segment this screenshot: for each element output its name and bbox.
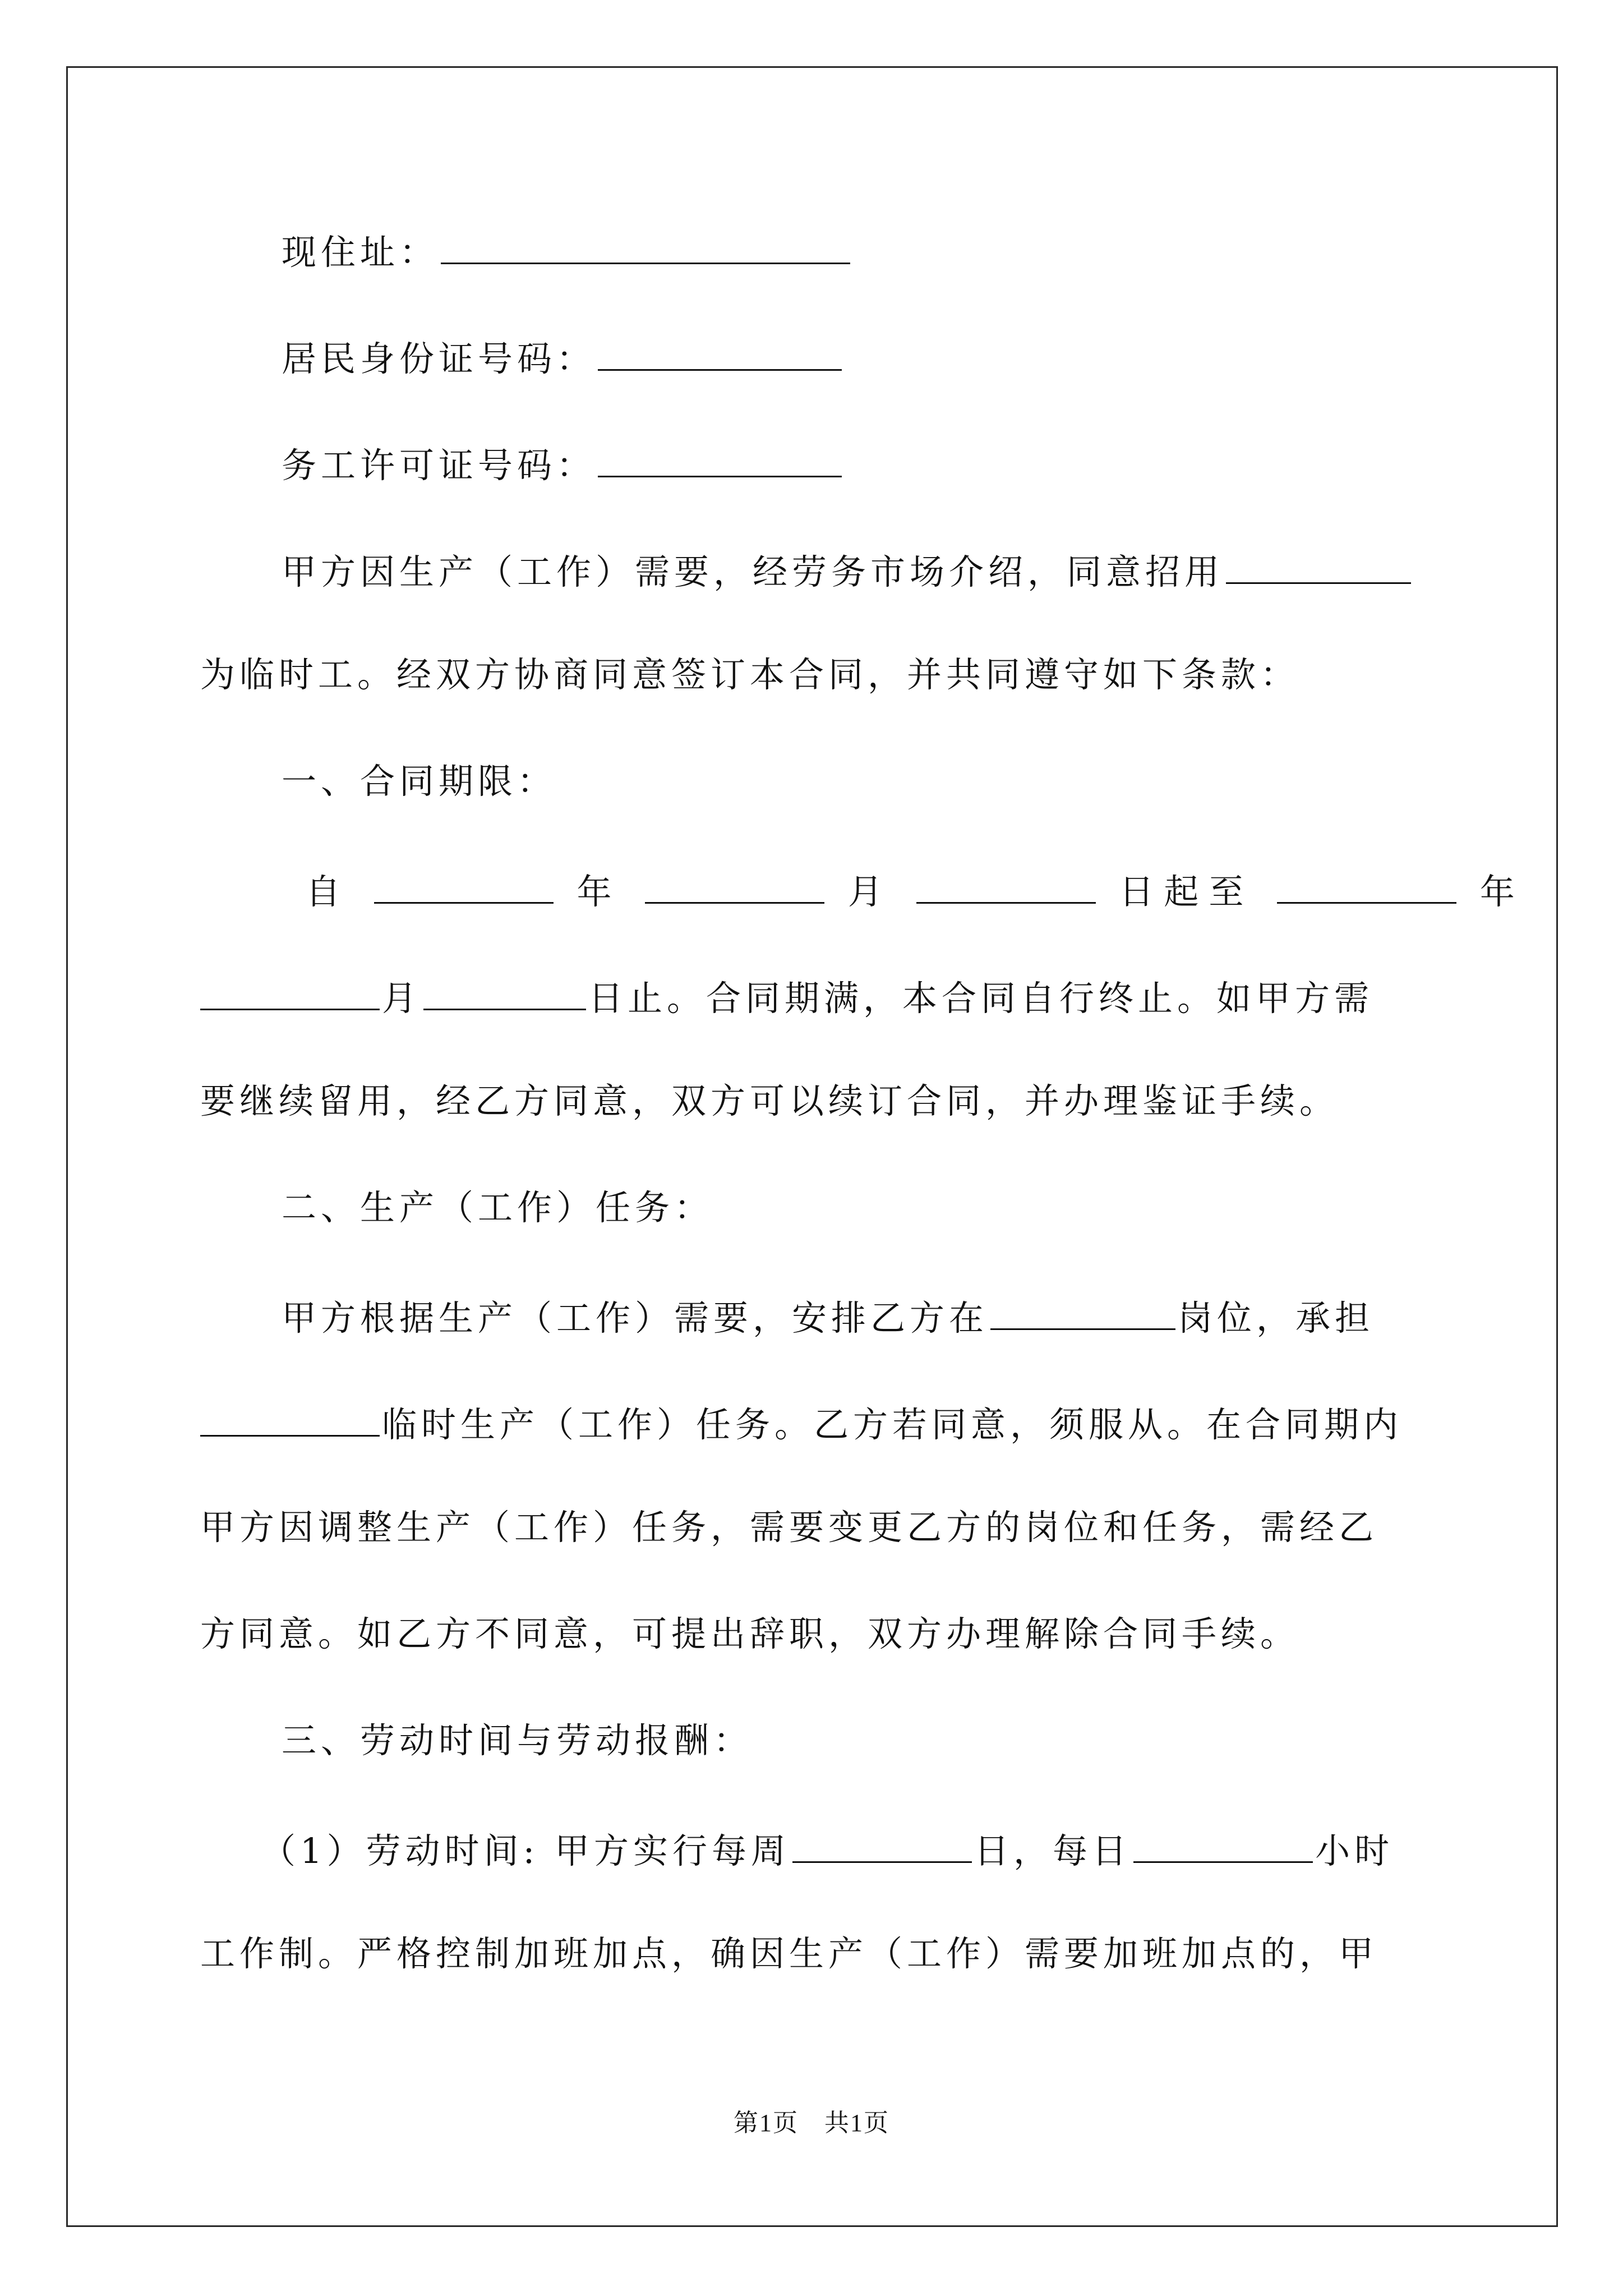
intro-line-2 <box>200 654 1300 695</box>
task-type-blank <box>200 1404 380 1437</box>
work-hours-line-1 <box>261 1830 1394 1869</box>
task-line-4 <box>200 1613 1300 1654</box>
address-label: 现住址： <box>282 232 439 273</box>
section-3-heading-text: 三、劳动时间与劳动报酬： <box>282 1720 753 1761</box>
id-number-label: 居民身份证号码： <box>282 338 596 379</box>
days-per-week-blank <box>792 1830 972 1863</box>
task-text-1b: 岗位，承担 <box>1178 1297 1375 1338</box>
intro-text-2: 为临时工。经双方协商同意签订本合同，并共同遵守如下条款： <box>200 654 1300 695</box>
work-hours-text-2: 工作制。严格控制加班加点，确因生产（工作）需要加班加点的，甲 <box>200 1933 1378 1974</box>
contract-renewal-text: 要继续留用，经乙方同意，双方可以续订合同，并办理鉴证手续。 <box>200 1080 1339 1121</box>
year-label: 年 <box>577 871 622 912</box>
section-2-heading <box>282 1187 714 1228</box>
address-line <box>282 231 852 273</box>
intro-line-1 <box>282 551 1413 590</box>
hired-person-blank <box>1226 551 1411 584</box>
month-label: 月 <box>847 871 893 912</box>
contract-renewal-line <box>200 1080 1339 1121</box>
from-label: 自 <box>306 871 351 912</box>
end-year-label: 年 <box>1479 871 1525 912</box>
contract-period-line-2 <box>200 977 1374 1019</box>
section-3-heading <box>282 1720 753 1761</box>
task-text-4: 方同意。如乙方不同意，可提出辞职，双方办理解除合同手续。 <box>200 1613 1300 1654</box>
work-hours-text-1b: 日，每日 <box>974 1830 1132 1871</box>
page-footer: 第1页 共1页 <box>734 2109 889 2137</box>
address-blank <box>441 231 850 264</box>
work-permit-label: 务工许可证号码： <box>282 445 596 486</box>
work-hours-text-1a: （1）劳动时间: 甲方实行每周 <box>261 1830 791 1871</box>
end-day-blank <box>423 977 586 1010</box>
id-number-blank <box>598 338 842 371</box>
end-year-blank <box>1277 871 1456 904</box>
work-hours-text-1c: 小时 <box>1315 1830 1394 1871</box>
hours-per-day-blank <box>1133 1830 1313 1863</box>
section-1-heading-text: 一、合同期限： <box>282 761 557 802</box>
start-month-blank <box>645 871 824 904</box>
contract-period-text: 日止。合同期满，本合同自行终止。如甲方需 <box>588 978 1374 1019</box>
start-day-blank <box>916 871 1096 904</box>
section-1-heading <box>282 761 557 802</box>
task-text-3: 甲方因调整生产（工作）任务，需要变更乙方的岗位和任务，需经乙 <box>200 1507 1378 1548</box>
section-2-heading-text: 二、生产（工作）任务： <box>282 1187 714 1228</box>
work-hours-line-2 <box>200 1933 1378 1974</box>
task-line-2 <box>200 1404 1403 1445</box>
position-blank <box>990 1297 1175 1330</box>
contract-period-line <box>306 871 1525 912</box>
end-month-blank <box>200 977 380 1010</box>
task-line-1 <box>282 1297 1374 1336</box>
work-permit-blank <box>598 444 842 477</box>
id-number-line <box>282 338 844 379</box>
task-text-2: 临时生产（工作）任务。乙方若同意，须服从。在合同期内 <box>382 1404 1403 1445</box>
day-from-to-label: 日起至 <box>1119 871 1254 912</box>
intro-text-1: 甲方因生产（工作）需要，经劳务市场介绍，同意招用 <box>282 551 1224 592</box>
work-permit-line <box>282 444 844 486</box>
end-month-label: 月 <box>382 978 422 1019</box>
start-year-blank <box>374 871 554 904</box>
page-border <box>66 66 1558 2227</box>
task-line-3 <box>200 1507 1378 1548</box>
task-text-1a: 甲方根据生产（工作）需要，安排乙方在 <box>282 1297 989 1338</box>
